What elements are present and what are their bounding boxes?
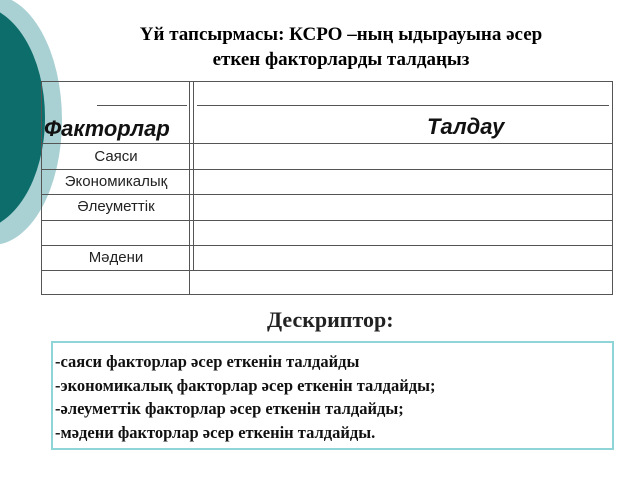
descriptor-item-cultural: -мәдени факторлар әсер еткенін талдайды.	[55, 422, 376, 442]
factors-table	[41, 81, 613, 295]
row-line	[42, 270, 612, 271]
table-divider-inner	[193, 82, 194, 270]
row-line	[42, 194, 612, 195]
descriptor-item-social: -әлеуметтік факторлар әсер еткенін талдайды;	[55, 399, 404, 418]
row-line	[42, 220, 612, 221]
row-line	[42, 245, 612, 246]
header-factors: Факторлар	[44, 116, 170, 141]
page-title	[52, 22, 630, 72]
title-line-1: Үй тапсырмасы: КСРО –ның ыдырауына әсер	[139, 24, 543, 45]
header-analysis: Талдау	[427, 114, 505, 139]
table-row-cultural: Мәдени	[88, 249, 144, 266]
row-line	[42, 143, 612, 144]
descriptor-item-economic: -экономикалық факторлар әсер еткенін талдайды;	[55, 375, 436, 395]
row-line	[42, 169, 612, 170]
descriptor-item-political: -саяси факторлар әсер еткенін талдайды	[55, 352, 360, 371]
header-line-right	[197, 105, 609, 106]
table-row-economic: Экономикалық	[64, 173, 168, 190]
descriptor-heading: Дескриптор:	[267, 307, 394, 332]
descriptor-box	[51, 341, 614, 450]
title-line-2: еткен факторларды талдаңыз	[212, 49, 470, 70]
table-row-political: Саяси	[94, 148, 138, 165]
header-line-left	[97, 105, 187, 106]
table-row-social: Әлеуметтік	[77, 198, 155, 215]
